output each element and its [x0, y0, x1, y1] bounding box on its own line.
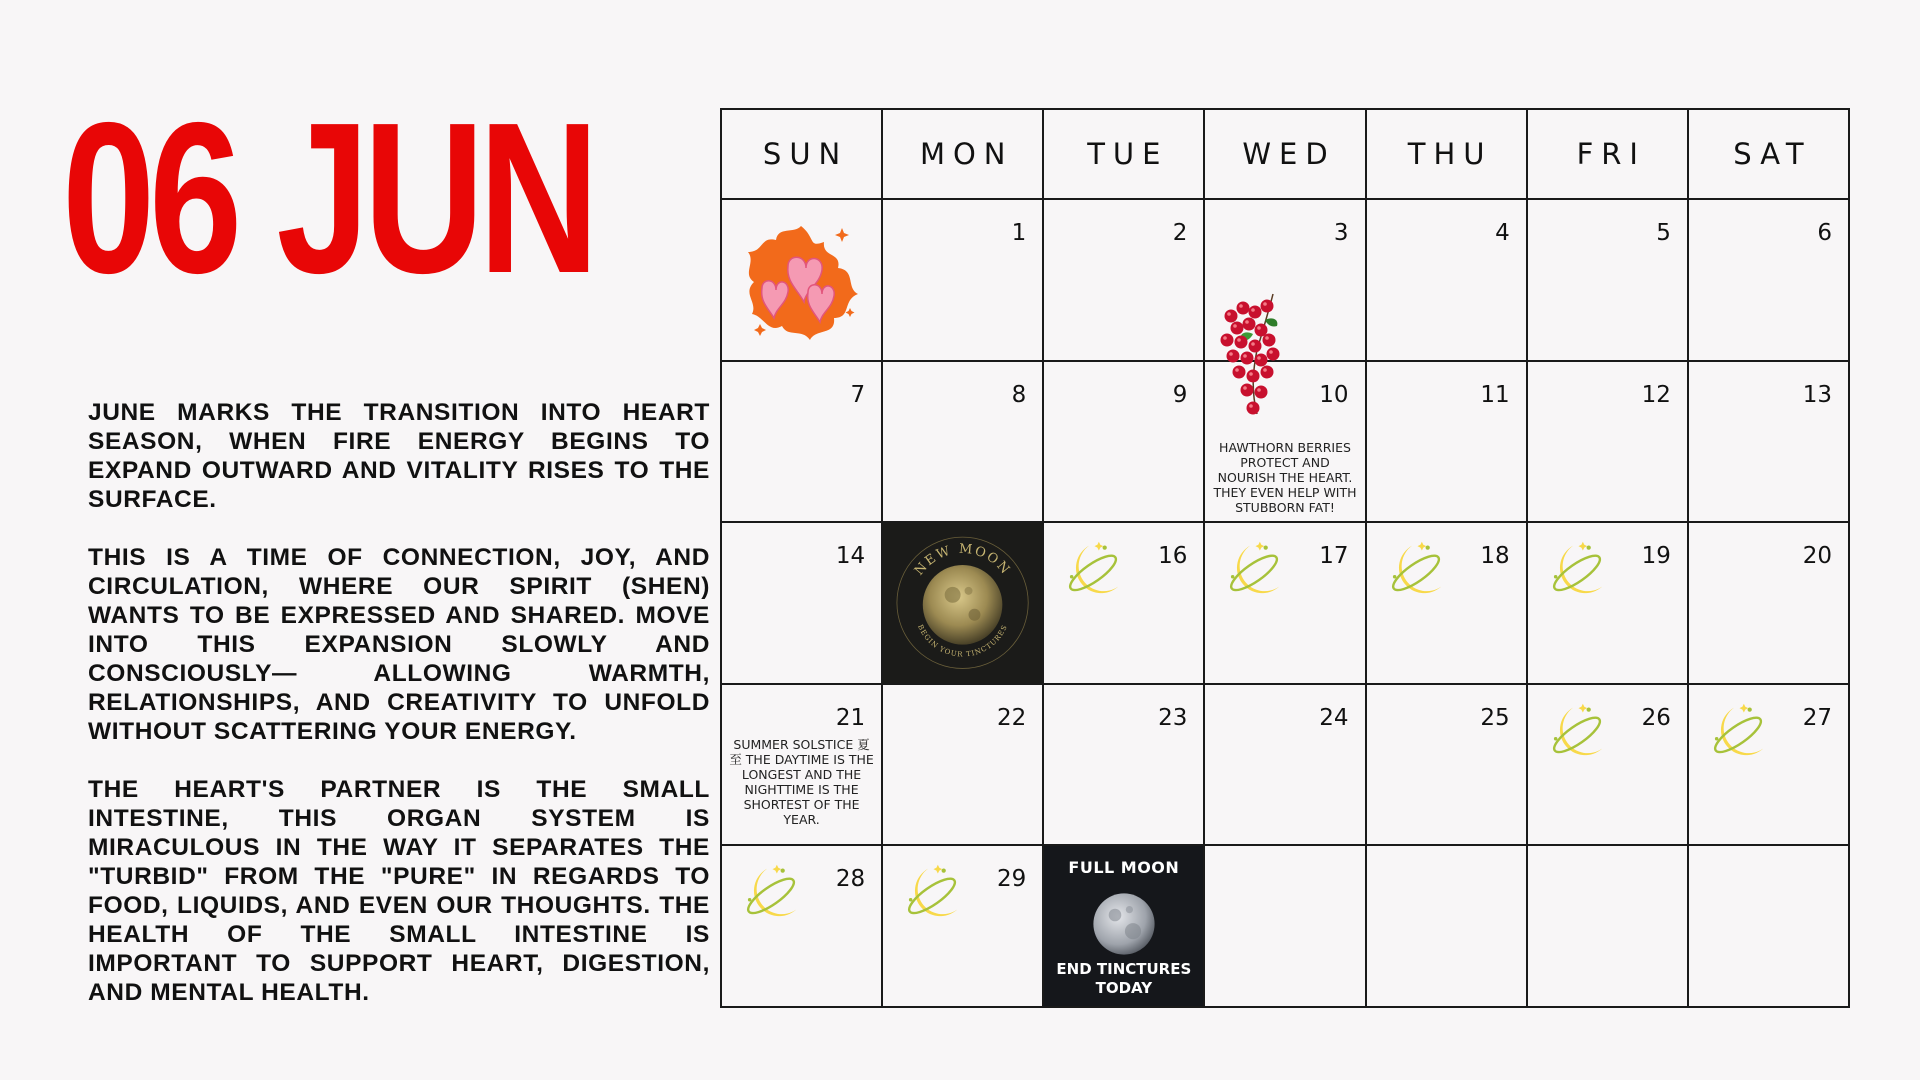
crescent-moon-icon	[1544, 699, 1612, 763]
day-cell-1[interactable]	[883, 200, 1044, 362]
day-number: 21	[835, 704, 866, 731]
day-cell-23[interactable]	[1044, 685, 1205, 847]
day-cell-sat-week-5[interactable]	[1689, 846, 1850, 1008]
day-number: 12	[1641, 381, 1671, 408]
day-number: 8	[1011, 381, 1027, 408]
day-cell-26[interactable]	[1528, 685, 1689, 847]
day-number: 16	[1158, 543, 1188, 570]
intro-text	[88, 398, 710, 1036]
new-moon-bottom-text: BEGIN YOUR TINCTURES	[916, 623, 1010, 659]
day-cell-22[interactable]	[883, 685, 1044, 847]
day-number: 19	[1641, 543, 1671, 570]
day-number: 28	[835, 866, 866, 893]
day-cell-18[interactable]	[1367, 523, 1528, 685]
day-number: 24	[1319, 704, 1349, 731]
day-number: 14	[835, 543, 866, 570]
day-number: 27	[1802, 704, 1832, 731]
day-cell-3[interactable]	[1205, 200, 1366, 362]
day-cell-6[interactable]	[1689, 200, 1850, 362]
hawthorn-berries-icon	[1217, 290, 1297, 420]
new-moon-top-text: NEW MOON	[911, 541, 1014, 579]
day-cell-21[interactable]	[722, 685, 883, 847]
day-header-sun: SUN	[722, 110, 883, 200]
day-cell-mon-week-3[interactable]	[883, 523, 1044, 685]
intro-paragraph-3: THE HEART'S PARTNER IS THE SMALL INTESTINE, THIS ORGAN SYSTEM IS MIRACULOUS IN THE WAY IT SEPARATES THE "TURBID" FROM THE "PURE" IN REGARDS TO FOOD, LIQUIDS, AND EVEN OUR THOUGHTS. THE HEALTH OF THE SMALL INTESTINE IS IMPORTANT TO SUPPORT HEART, DIGESTION, AND MENTAL HEALTH.	[88, 776, 710, 1006]
crescent-moon-icon	[1705, 699, 1773, 763]
month-title: 06 JUN	[62, 77, 594, 318]
full-moon-image	[1044, 846, 1203, 1006]
day-cell-5[interactable]	[1528, 200, 1689, 362]
day-number: 6	[1817, 220, 1832, 246]
day-number: 18	[1480, 543, 1510, 570]
day-number: 17	[1319, 543, 1349, 570]
day-header-tue: TUE	[1044, 110, 1205, 200]
day-cell-14[interactable]	[722, 523, 883, 685]
day-cell-12[interactable]	[1528, 362, 1689, 524]
day-number: 26	[1641, 704, 1671, 731]
day-cell-24[interactable]	[1205, 685, 1366, 847]
day-number: 11	[1480, 381, 1510, 408]
day-header-thu: THU	[1367, 110, 1528, 200]
new-moon-image	[883, 523, 1042, 683]
day-number: 10	[1319, 381, 1349, 408]
day-cell-17[interactable]	[1205, 523, 1366, 685]
day-cell-11[interactable]	[1367, 362, 1528, 524]
full-moon-bottom-line-2: TODAY	[1095, 979, 1153, 997]
day-number: 22	[997, 704, 1027, 731]
day-header-sat: SAT	[1689, 110, 1850, 200]
day-number: 1	[1011, 220, 1027, 246]
day-cell-thu-week-5[interactable]	[1367, 846, 1528, 1008]
day-header-wed: WED	[1205, 110, 1366, 200]
day-number: 5	[1656, 220, 1671, 246]
day-number: 3	[1333, 220, 1349, 246]
day-cell-25[interactable]	[1367, 685, 1528, 847]
full-moon-bottom-line-1: END TINCTURES	[1056, 960, 1192, 978]
day-cell-27[interactable]	[1689, 685, 1850, 847]
day-header-mon: MON	[883, 110, 1044, 200]
day-number: 25	[1480, 704, 1510, 731]
calendar-grid	[720, 108, 1850, 1008]
intro-paragraph-1: JUNE MARKS THE TRANSITION INTO HEART SEASON, WHEN FIRE ENERGY BEGINS TO EXPAND OUTWARD AND VITALITY RISES TO THE SURFACE.	[88, 399, 710, 513]
flaming-hearts-icon	[738, 218, 864, 344]
day-header-fri: FRI	[1528, 110, 1689, 200]
day-number: 13	[1802, 381, 1832, 408]
day-note: SUMMER SOLSTICE 夏至 THE DAYTIME IS THE LONGEST AND THE NIGHTTIME IS THE SHORTEST OF THE YEAR.	[729, 736, 874, 827]
day-number: 20	[1802, 543, 1832, 570]
day-number: 2	[1172, 220, 1188, 246]
crescent-moon-icon	[1221, 537, 1289, 601]
day-cell-fri-week-5[interactable]	[1528, 846, 1689, 1008]
crescent-moon-icon	[899, 860, 967, 924]
day-note: HAWTHORN BERRIES PROTECT AND NOURISH THE HEART. THEY EVEN HELP WITH STUBBORN FAT!	[1213, 439, 1357, 515]
day-number: 29	[997, 866, 1027, 893]
intro-paragraph-2: THIS IS A TIME OF CONNECTION, JOY, AND CIRCULATION, WHERE OUR SPIRIT (SHEN) WANTS TO BE EXPRESSED AND SHARED. MOVE INTO THIS EXPANSION SLOWLY AND CONSCIOUSLY— ALLOWING WARMTH, RELATIONSHIPS, AND CREATIVITY TO UNFOLD WITHOUT SCATTERING YOUR ENERGY.	[88, 544, 710, 745]
full-moon-icon	[1088, 888, 1160, 960]
day-cell-13[interactable]	[1689, 362, 1850, 524]
day-cell-wed-week-5[interactable]	[1205, 846, 1366, 1008]
day-cell-16[interactable]	[1044, 523, 1205, 685]
day-cell-28[interactable]	[722, 846, 883, 1008]
crescent-moon-icon	[1060, 537, 1128, 601]
full-moon-top-text: FULL MOON	[1068, 858, 1180, 878]
day-cell-20[interactable]	[1689, 523, 1850, 685]
crescent-moon-icon	[1383, 537, 1451, 601]
day-cell-tue-week-5[interactable]	[1044, 846, 1205, 1008]
day-cell-9[interactable]	[1044, 362, 1205, 524]
crescent-moon-icon	[1544, 537, 1612, 601]
crescent-moon-icon	[738, 860, 806, 924]
day-number: 7	[850, 381, 866, 408]
day-cell-2[interactable]	[1044, 200, 1205, 362]
day-cell-29[interactable]	[883, 846, 1044, 1008]
day-cell-19[interactable]	[1528, 523, 1689, 685]
day-cell-4[interactable]	[1367, 200, 1528, 362]
day-number: 23	[1158, 704, 1188, 731]
day-cell-7[interactable]	[722, 362, 883, 524]
day-number: 9	[1172, 381, 1188, 408]
day-cell-sun-week-1[interactable]	[722, 200, 883, 362]
day-cell-8[interactable]	[883, 362, 1044, 524]
day-number: 4	[1495, 220, 1510, 246]
